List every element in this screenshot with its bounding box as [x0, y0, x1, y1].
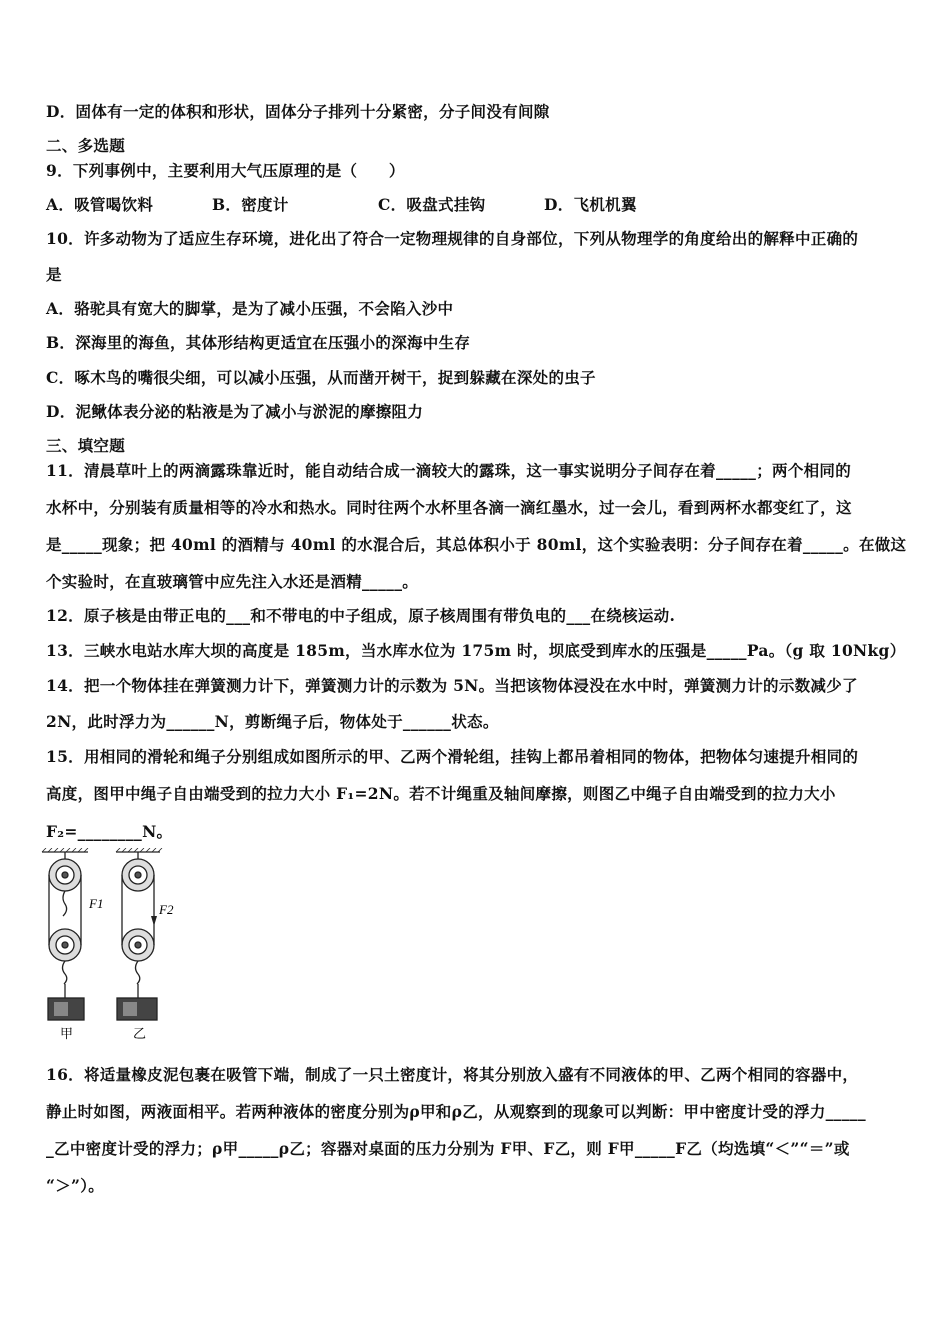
label-f1: F1 — [89, 896, 104, 911]
q10-stem-2: 是 — [46, 265, 62, 284]
pulley-system-jia — [42, 848, 88, 1020]
q14-line-2: 2N，此时浮力为______N，剪断绳子后，物体处于______状态。 — [46, 712, 499, 731]
q9-options — [46, 194, 637, 216]
pulley-system-yi — [116, 848, 162, 1020]
q9-option-c: C．吸盘式挂钩 — [378, 195, 486, 214]
q11-line-4: 个实验时，在直玻璃管中应先注入水还是酒精_____。 — [46, 572, 419, 591]
q10-option-d: D．泥鳅体表分泌的粘液是为了减小与淤泥的摩擦阻力 — [46, 402, 424, 421]
q15-line-3: F₂=________N。 — [46, 822, 173, 841]
q11-line-3: 是_____现象；把 40ml 的酒精与 40ml 的水混合后，其总体积小于 80ml，这个实验表明：分子间存在着_____。在做这 — [46, 535, 907, 554]
q10-stem-1: 10．许多动物为了适应生存环境，进化出了符合一定物理规律的自身部位，下列从物理学的角度给出的解释中正确的 — [46, 229, 859, 248]
q8-option-d: D．固体有一定的体积和形状，固体分子排列十分紧密，分子间没有间隙 — [46, 102, 550, 121]
label-yi: 乙 — [133, 1027, 147, 1042]
q16-line-1: 16．将适量橡皮泥包裹在吸管下端，制成了一只土密度计，将其分别放入盛有不同液体的甲、乙两个相同的容器中， — [46, 1065, 859, 1084]
q13: 13．三峡水电站水库大坝的高度是 185m，当水库水位为 175m 时，坝底受到库水的压强是_____Pa。（g 取 10Nkg） — [46, 641, 906, 660]
q11-line-1: 11．清晨草叶上的两滴露珠靠近时，能自动结合成一滴较大的露珠，这一事实说明分子间存在着_____；两个相同的 — [46, 461, 852, 480]
label-f2: F2 — [159, 902, 174, 917]
q15-line-1: 15．用相同的滑轮和绳子分别组成如图所示的甲、乙两个滑轮组，挂钩上都吊着相同的物体，把物体匀速提升相同的 — [46, 747, 859, 766]
q16-line-4: “＞”）。 — [46, 1176, 105, 1195]
q10-option-a: A．骆驼具有宽大的脚掌，是为了减小压强，不会陷入沙中 — [46, 299, 454, 318]
q11-line-2: 水杯中，分别装有质量相等的冷水和热水。同时往两个水杯里各滴一滴红墨水，过一会儿，看到两杯水都变红了，这 — [46, 498, 852, 517]
q16-line-2: 静止时如图，两液面相平。若两种液体的密度分别为ρ甲和ρ乙，从观察到的现象可以判断：甲中密度计受的浮力_____ — [46, 1102, 866, 1121]
pulley-figure — [40, 848, 180, 1043]
section-fill-blank: 三、填空题 — [46, 436, 126, 455]
q9-option-d: D．飞机机翼 — [544, 195, 637, 214]
q15-line-2: 高度，图甲中绳子自由端受到的拉力大小 F₁=2N。若不计绳重及轴间摩擦，则图乙中绳子自由端受到的拉力大小 — [46, 784, 836, 803]
q10-option-b: B．深海里的海鱼，其体形结构更适宜在压强小的深海中生存 — [46, 333, 471, 352]
q10-option-c: C．啄木鸟的嘴很尖细，可以减小压强，从而凿开树干，捉到躲藏在深处的虫子 — [46, 368, 596, 387]
label-jia: 甲 — [60, 1027, 74, 1042]
q14-line-1: 14．把一个物体挂在弹簧测力计下，弹簧测力计的示数为 5N。当把该物体浸没在水中时，弹簧测力计的示数减少了 — [46, 676, 858, 695]
q9-option-a: A．吸管喝饮料 — [46, 195, 154, 214]
q12: 12．原子核是由带正电的___和不带电的中子组成，原子核周围有带负电的___在绕核运动. — [46, 606, 676, 625]
q9-option-b: B．密度计 — [212, 195, 289, 214]
q16-line-3: _乙中密度计受的浮力；ρ甲_____ρ乙；容器对桌面的压力分别为 F甲、F乙，则 F甲_____F乙（均选填“＜”“＝”或 — [46, 1139, 850, 1158]
section-multi-choice: 二、多选题 — [46, 136, 126, 155]
q9-stem: 9．下列事例中，主要利用大气压原理的是（ ） — [46, 161, 405, 180]
